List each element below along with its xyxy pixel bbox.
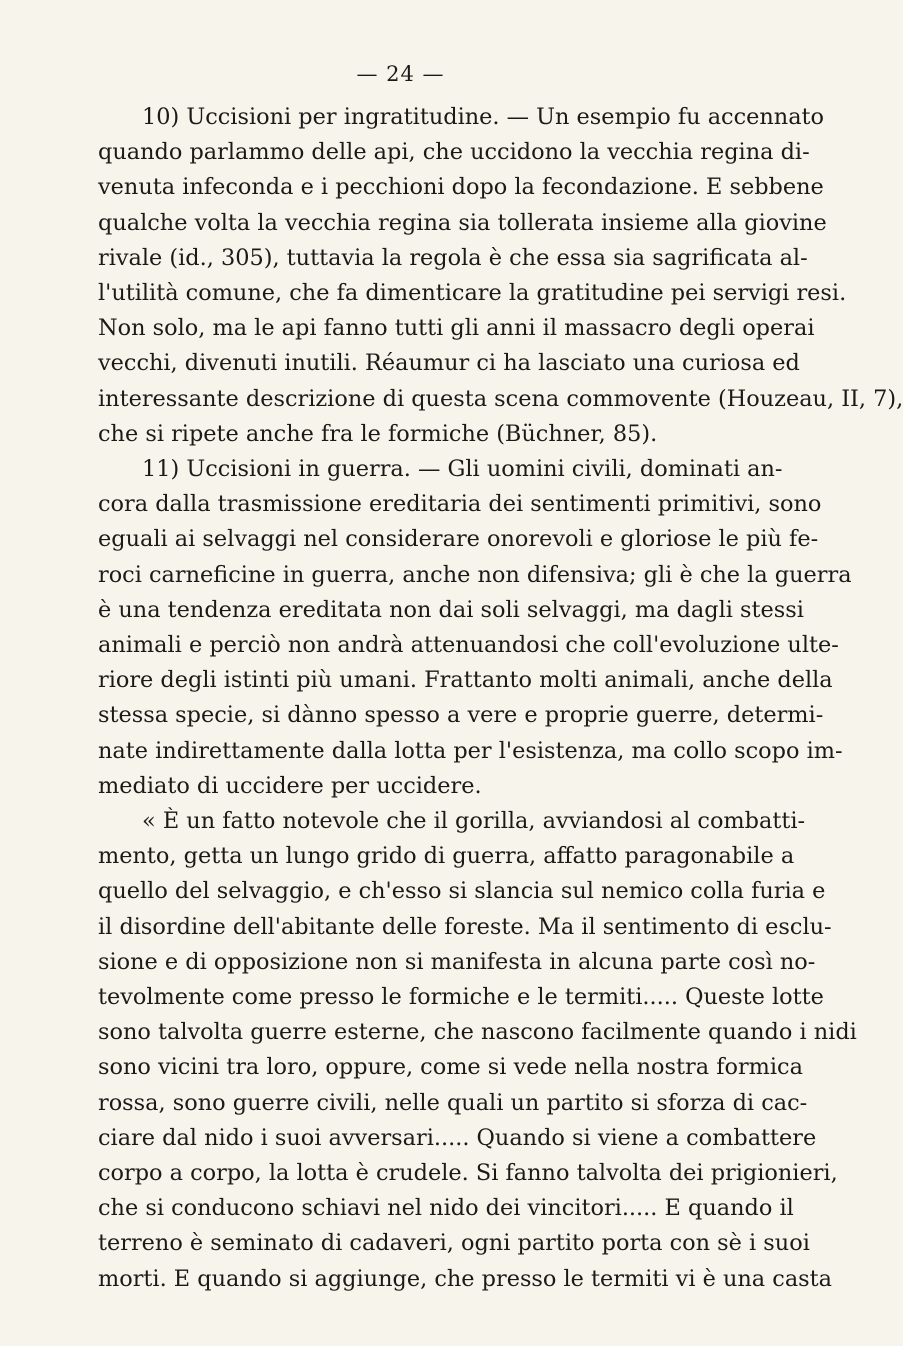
text-line: terreno è seminato di cadaveri, ogni partito porta con sè i suoi	[98, 1230, 810, 1256]
text-line: è una tendenza ereditata non dai soli selvaggi, ma dagli stessi	[98, 597, 804, 623]
text-line: l'utilità comune, che fa dimenticare la gratitudine pei servigi resi.	[98, 280, 847, 306]
page-number: — 24 —	[356, 62, 445, 86]
text-line: nate indirettamente dalla lotta per l'esistenza, ma collo scopo im-	[98, 738, 843, 764]
text-line: « È un fatto notevole che il gorilla, avviandosi al combatti-	[142, 808, 806, 834]
text-line: che si conducono schiavi nel nido dei vincitori..... E quando il	[98, 1195, 794, 1221]
text-line: corpo a corpo, la lotta è crudele. Si fanno talvolta dei prigionieri,	[98, 1160, 838, 1186]
text-line: mediato di uccidere per uccidere.	[98, 773, 482, 799]
text-line: morti. E quando si aggiunge, che presso le termiti vi è una casta	[98, 1266, 833, 1292]
text-line: riore degli istinti più umani. Frattanto molti animali, anche della	[98, 667, 833, 693]
text-line: 11) Uccisioni in guerra. — Gli uomini civili, dominati an-	[142, 456, 783, 482]
text-line: sono talvolta guerre esterne, che nascono facilmente quando i nidi	[98, 1019, 857, 1045]
text-line: roci carneficine in guerra, anche non difensiva; gli è che la guerra	[98, 562, 852, 588]
text-line: 10) Uccisioni per ingratitudine. — Un esempio fu accennato	[142, 104, 825, 130]
text-line: rossa, sono guerre civili, nelle quali un partito si sforza di cac-	[98, 1090, 808, 1116]
text-line: ciare dal nido i suoi avversari..... Quando si viene a combattere	[98, 1125, 817, 1151]
text-line: animali e perciò non andrà attenuandosi che coll'evoluzione ulte-	[98, 632, 839, 658]
text-line: quando parlammo delle api, che uccidono la vecchia regina di-	[98, 139, 810, 165]
text-line: venuta infeconda e i pecchioni dopo la fecondazione. E sebbene	[98, 174, 824, 200]
text-line: quello del selvaggio, e ch'esso si slancia sul nemico colla furia e	[98, 878, 826, 904]
text-line: il disordine dell'abitante delle foreste. Ma il sentimento di esclu-	[98, 914, 832, 940]
text-line: rivale (id., 305), tuttavia la regola è che essa sia sagrificata al-	[98, 245, 808, 271]
text-line: Non solo, ma le api fanno tutti gli anni il massacro degli operai	[98, 315, 815, 341]
text-line: che si ripete anche fra le formiche (Büchner, 85).	[98, 421, 658, 447]
text-line: sono vicini tra loro, oppure, come si vede nella nostra formica	[98, 1054, 803, 1080]
text-line: eguali ai selvaggi nel considerare onorevoli e gloriose le più fe-	[98, 526, 819, 552]
text-line: stessa specie, si dànno spesso a vere e proprie guerre, determi-	[98, 702, 824, 728]
text-line: sione e di opposizione non si manifesta in alcuna parte così no-	[98, 949, 816, 975]
text-line: interessante descrizione di questa scena commovente (Houzeau, II, 7),	[98, 386, 903, 412]
text-line: vecchi, divenuti inutili. Réaumur ci ha lasciato una curiosa ed	[98, 350, 800, 376]
text-line: mento, getta un lungo grido di guerra, affatto paragonabile a	[98, 843, 795, 869]
text-line: qualche volta la vecchia regina sia tollerata insieme alla giovine	[98, 210, 827, 236]
text-line: tevolmente come presso le formiche e le termiti..... Queste lotte	[98, 984, 824, 1010]
text-line: cora dalla trasmissione ereditaria dei sentimenti primitivi, sono	[98, 491, 822, 517]
